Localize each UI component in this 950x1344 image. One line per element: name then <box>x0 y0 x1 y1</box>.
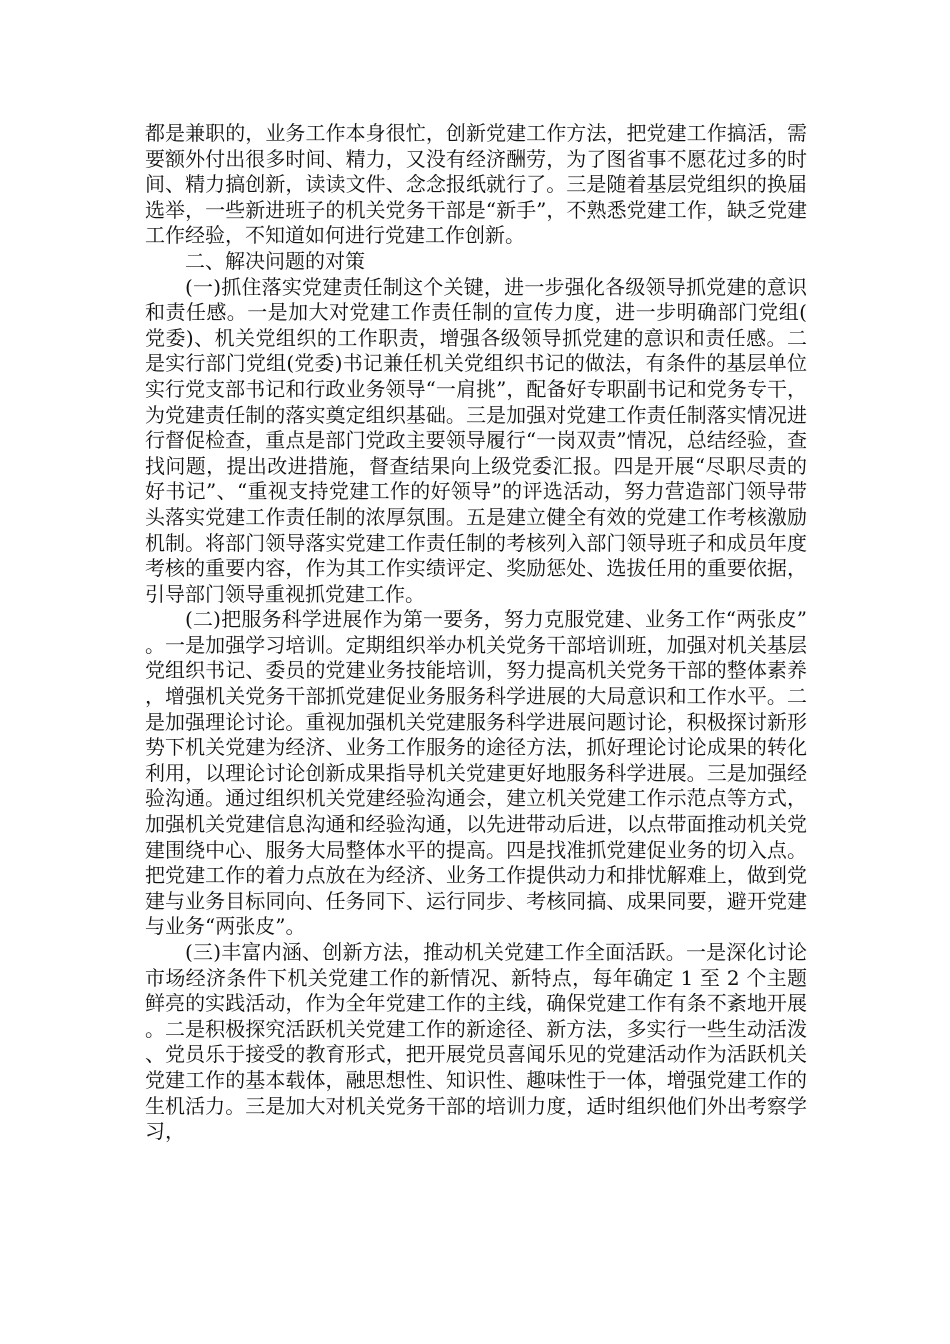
section-heading: 二、解决问题的对策 <box>185 248 365 273</box>
paragraph-1: (一)抓住落实党建责任制这个关键，进一步强化各级领导抓党建的意识和责任感。一是加大对党建工作责任制的宣传力度，进一步明确部门党组(党委)、机关党组织的工作职责，增强各级领导抓党建的意识和责任感。二是实行部门党组(党委)书记兼任机关党组织书记的做法，有条件的基层单位实行党支部书记和行政业务领导“一肩挑”，配备好专职副书记和党务专干，为党建责任制的落实奠定组织基础。三是加强对党建工作责任制落实情况进行督促检查，重点是部门党政主要领导履行“一岗双责”情况，总结经验，查找问题，提出改进措施，督查结果向上级党委汇报。四是开展“尽职尽责的好书记”、“重视支持党建工作的好领导”的评选活动，努力营造部门领导带头落实党建工作责任制的浓厚氛围。五是建立健全有效的党建工作考核激励机制。将部门领导落实党建工作责任制的考核列入部门领导班子和成员年度考核的重要内容，作为其工作实绩评定、奖励惩处、选拔任用的重要依据，引导部门领导重视抓党建工作。 <box>145 274 807 606</box>
intro-paragraph: 都是兼职的，业务工作本身很忙，创新党建工作方法，把党建工作搞活，需要额外付出很多时间、精力，又没有经济酬劳，为了图省事不愿花过多的时间、精力搞创新，读读文件、念念报纸就行了。三是随着基层党组织的换届选举，一些新进班子的机关党务干部是“新手”，不熟悉党建工作，缺乏党建工作经验，不知道如何进行党建工作创新。 <box>145 121 807 248</box>
document-page <box>145 121 807 1145</box>
paragraph-3: (三)丰富内涵、创新方法，推动机关党建工作全面活跃。一是深化讨论市场经济条件下机关党建工作的新情况、新特点，每年确定 1 至 2 个主题鲜亮的实践活动，作为全年党建工作的主线，确保党建工作有条不紊地开展。二是积极探究活跃机关党建工作的新途径、新方法，多实行一些生动活泼、党员乐于接受的教育形式，把开展党员喜闻乐见的党建活动作为活跃机关党建工作的基本载体，融思想性、知识性、趣味性于一体，增强党建工作的生机活力。三是加大对机关党务干部的培训力度，适时组织他们外出考察学习， <box>145 940 807 1144</box>
paragraph-2: (二)把服务科学进展作为第一要务，努力克服党建、业务工作“两张皮”。一是加强学习培训。定期组织举办机关党务干部培训班，加强对机关基层党组织书记、委员的党建业务技能培训，努力提高机关党务干部的整体素养，增强机关党务干部抓党建促业务服务科学进展的大局意识和工作水平。二是加强理论讨论。重视加强机关党建服务科学进展问题讨论，积极探讨新形势下机关党建为经济、业务工作服务的途径方法，抓好理论讨论成果的转化利用，以理论讨论创新成果指导机关党建更好地服务科学进展。三是加强经验沟通。通过组织机关党建经验沟通会，建立机关党建工作示范点等方式，加强机关党建信息沟通和经验沟通，以先进带动后进，以点带面推动机关党建围绕中心、服务大局整体水平的提高。四是找准抓党建促业务的切入点。把党建工作的着力点放在为经济、业务工作提供动力和排忧解难上，做到党建与业务目标同向、任务同下、运行同步、考核同搞、成果同要，避开党建与业务“两张皮”。 <box>145 607 807 939</box>
